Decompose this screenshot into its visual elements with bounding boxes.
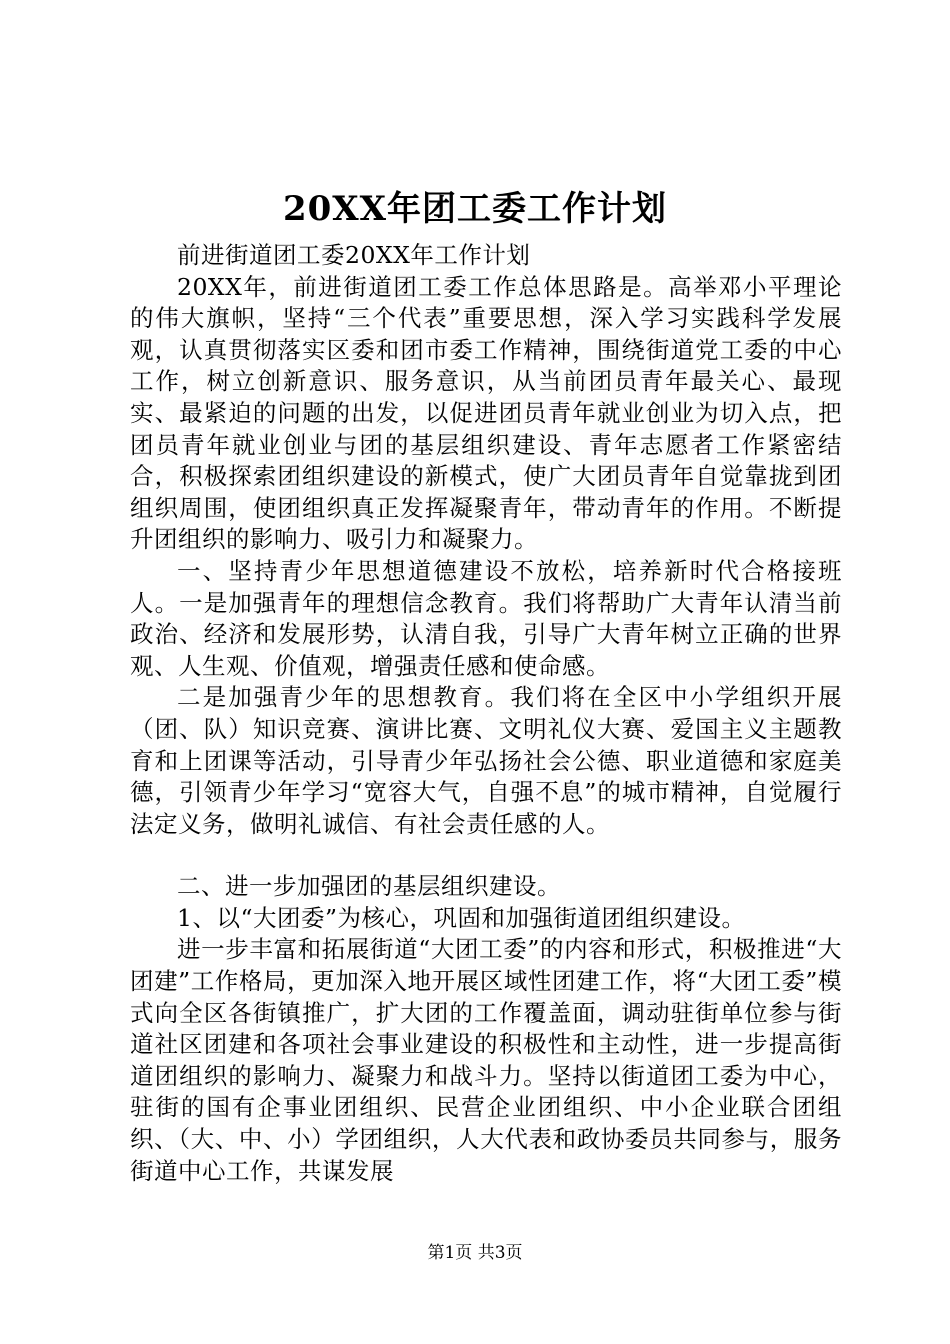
document-title: 20XX年团工委工作计划 xyxy=(282,189,668,229)
body-paragraph: 二是加强青少年的思想教育。我们将在全区中小学组织开展（团、队）知识竞赛、演讲比赛、文明礼仪大赛、爱国主义主题教育和上团课等活动，引导青少年弘扬社会公德、职业道德和家庭美德，引领青少年学习“宽容大气，自强不息”的城市精神，自觉履行法定义务，做明礼诚信、有社会责任感的人。 xyxy=(130,683,842,838)
subsection-heading: 1、以“大团委”为核心，巩固和加强街道团组织建设。 xyxy=(177,903,746,932)
section-heading: 二、进一步加强团的基层组织建设。 xyxy=(177,872,561,901)
page-footer: 第1页 共3页 xyxy=(427,1243,523,1263)
document-body xyxy=(130,240,842,1187)
body-paragraph: 进一步丰富和拓展街道“大团工委”的内容和形式，积极推进“大团建”工作格局，更加深入地开展区域性团建工作，将“大团工委”模式向全区各街镇推广，扩大团的工作覆盖面，调动驻街单位参与街道社区团建和各项社会事业建设的积极性和主动性，进一步提高街道团组织的影响力、凝聚力和战斗力。坚持以街道团工委为中心，驻街的国有企事业团组织、民营企业团组织、中小企业联合团组织、（大、中、小）学团组织，人大代表和政协委员共同参与，服务街道中心工作，共谋发展 xyxy=(130,935,842,1185)
subtitle-paragraph: 前进街道团工委20XX年工作计划 xyxy=(177,241,531,269)
body-paragraph: 20XX年，前进街道团工委工作总体思路是。高举邓小平理论的伟大旗帜，坚持“三个代表”重要思想，深入学习实践科学发展观，认真贯彻落实区委和团市委工作精神，围绕街道党工委的中心工作，树立创新意识、服务意识，从当前团员青年最关心、最现实、最紧迫的问题的出发，以促进团员青年就业创业为切入点，把团员青年就业创业与团的基层组织建设、青年志愿者工作紧密结合，积极探索团组织建设的新模式，使广大团员青年自觉靠拢到团组织周围，使团组织真正发挥凝聚青年，带动青年的作用。不断提升团组织的影响力、吸引力和凝聚力。 xyxy=(130,272,842,554)
body-paragraph: 一、坚持青少年思想道德建设不放松，培养新时代合格接班人。一是加强青年的理想信念教育。我们将帮助广大青年认清当前政治、经济和发展形势，认清自我，引导广大青年树立正确的世界观、人生观、价值观，增强责任感和使命感。 xyxy=(130,556,842,680)
